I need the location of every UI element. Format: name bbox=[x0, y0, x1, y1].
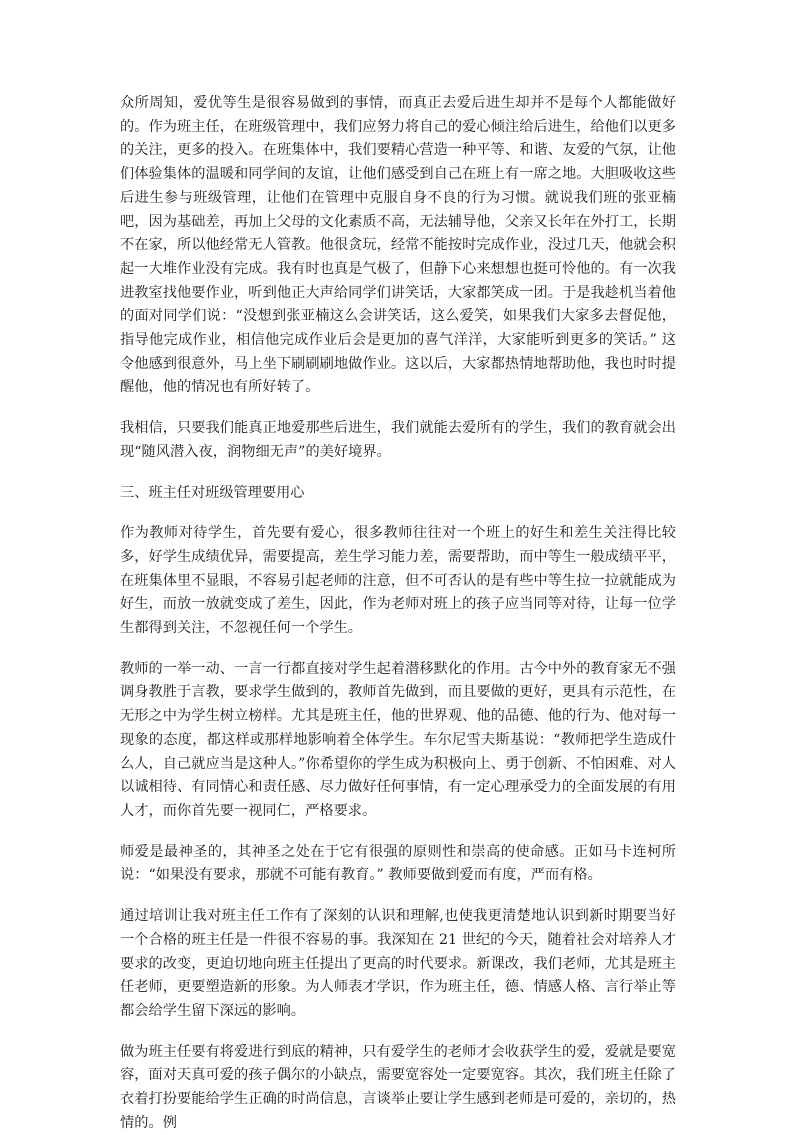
paragraph-love-all-students: 我相信，只要我们能真正地爱那些后进生，我们就能去爱所有的学生，我们的教育就会出现“随风潜入夜，润物细无声”的美好境界。 bbox=[120, 420, 676, 460]
paragraph-training-reflection: 通过培训让我对班主任工作有了深刻的认识和理解,也使我更清楚地认识到新时期要当好一个合格的班主任是一件很不容易的事。我深知在 21 世纪的今天，随着社会对培养人才要求的改变，更迫切地向班主任提出了更高的时代要求。新课改，我们老师，尤其是班主任老师，更要塑造新的形象。为人师表才学识，作为班主任，德、情感人格、言行举止等都会给学生留下深远的影响。 bbox=[120, 908, 676, 1019]
paragraph-teacher-love: 师爱是最神圣的，其神圣之处在于它有很强的原则性和崇高的使命感。正如马卡连柯所说：“如果没有要求，那就不可能有教育。” 教师要做到爱而有度，严而有格。 bbox=[120, 843, 676, 884]
section-heading: 三、班主任对班级管理要用心 bbox=[120, 484, 305, 501]
paragraph-favoring-struggling-students: 众所周知，爱优等生是很容易做到的事情，而真正去爱后进生却并不是每个人都能做好的。作为班主任，在班级管理中，我们应努力将自己的爱心倾注给后进生，给他们以更多的关注，更多的投入。在班集体中，我们要精心营造一种平等、和谐、友爱的气氛，让他们体验集体的温暖和同学间的友谊，让他们感受到自己在班上有一席之地。大胆吸收这些后进生参与班级管理，让他们在管理中克服自身不良的行为习惯。就说我们班的张亚楠吧，因为基础差，再加上父母的文化素质不高，无法辅导他，父亲又长年在外打工，长期不在家，所以他经常无人管教。他很贪玩，经常不能按时完成作业，没过几天，他就会积起一大堆作业没有完成。我有时也真是气极了，但静下心来想想也挺可怜他的。有一次我进教室找他要作业，听到他正大声给同学们讲笑话，大家都笑成一团。于是我趁机当着他的面对同学们说：“没想到张亚楠这么会讲笑话，这么爱笑，如果我们大家多去督促他，指导他完成作业，相信他完成作业后会是更加的喜气洋洋，大家能听到更多的笑话。” 这令他感到很意外，马上坐下刷刷刷地做作业。这以后，大家都热情地帮助他，我也时时提醒他，他的情况也有所好转了。 bbox=[120, 95, 676, 396]
paragraph-equal-attention: 作为教师对待学生，首先要有爱心，很多教师往往对一个班上的好生和差生关注得比较多，好学生成绩优异，需要提高，差生学习能力差，需要帮助，而中等生一般成绩平平，在班集体里不显眼，不容易引起老师的注意，但不可否认的是有些中等生拉一拉就能成为好生，而放一放就变成了差生，因此，作为老师对班上的孩子应当同等对待，让每一位学生都得到关注，不忽视任何一个学生。 bbox=[120, 525, 676, 637]
paragraph-tolerance: 做为班主任要有将爱进行到底的精神，只有爱学生的老师才会收获学生的爱，爱就是要宽容，面对天真可爱的孩子偶尔的小缺点，需要宽容处一定要宽容。其次，我们班主任除了衣着打扮要能给学生正确的时尚信息，言谈举止要让学生感到老师是可爱的，亲切的，热情的。例 bbox=[120, 1043, 676, 1131]
paragraph-lead-by-example: 教师的一举一动、一言一行都直接对学生起着潜移默化的作用。古今中外的教育家无不强调身教胜于言教，要求学生做到的，教师首先做到，而且要做的更好，更具有示范性，在无形之中为学生树立榜样。尤其是班主任，他的世界观、他的品德、他的行为、他对每一现象的态度，都这样或那样地影响着全体学生。车尔尼雪夫斯基说：“教师把学生造成什么人，自己就应当是这种人。”你希望你的学生成为积极向上、勇于创新、不怕困难、对人以诚相待、有同情心和责任感、尽力做好任何事情，有一定心理承受力的全面发展的有用人才，而你首先要一视同仁，严格要求。 bbox=[120, 660, 676, 819]
document-page bbox=[120, 92, 676, 1135]
